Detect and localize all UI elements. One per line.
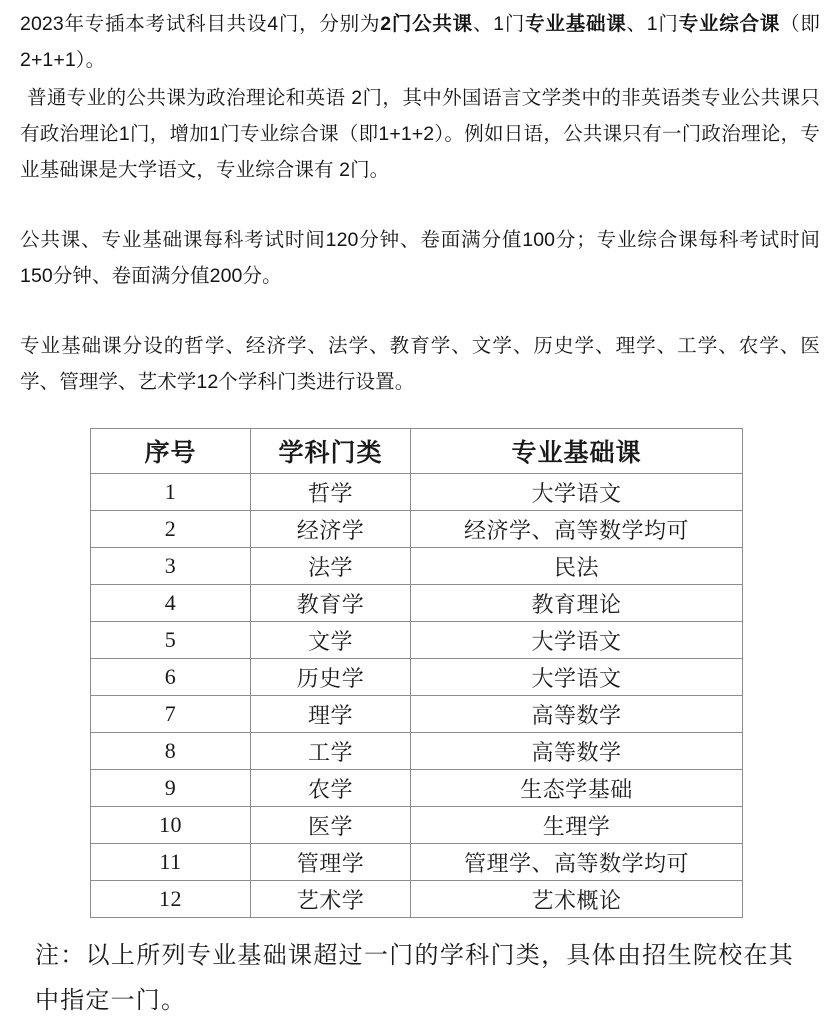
cell-course: 教育理论 [411,585,743,622]
emphasis-run: 专业综合课 [678,13,781,35]
cell-category: 法学 [251,548,411,585]
cell-course: 生理学 [411,807,743,844]
cell-no: 5 [91,622,251,659]
cell-category: 历史学 [251,659,411,696]
table-row [91,622,743,659]
text-run: （即2+1+1）。 [20,13,820,71]
cell-no: 2 [91,511,251,548]
cell-category: 艺术学 [251,881,411,918]
subjects-table-container [0,428,834,918]
emphasis-run: 专业基础课 [525,13,627,35]
text-run: 、1门 [626,13,679,35]
table-row [91,585,743,622]
paragraph-exam-subjects [20,6,820,78]
table-row [91,696,743,733]
table-body [91,474,743,918]
table-row [91,770,743,807]
text-run: 专业基础课分设的哲学、经济学、法学、教育学、文学、历史学、理学、工学、农学、医学、管理学、艺术学12个学科门类进行设置。 [20,335,820,393]
cell-no: 9 [91,770,251,807]
cell-category: 经济学 [251,511,411,548]
cell-course: 高等数学 [411,733,743,770]
table-row [91,881,743,918]
text-run: 普通专业的公共课为政治理论和英语 2门，其中外国语言文学类中的非英语类专业公共课只有政治理论1门，增加1门专业综合课（即1+1+2）。例如日语，公共课只有一门政治理论，专业基础课是大学语文，专业综合课有 2门。 [20,87,820,181]
emphasis-run: 2门公共课 [380,13,473,35]
paragraph-exam-duration [20,222,820,294]
cell-category: 理学 [251,696,411,733]
table-row [91,548,743,585]
table-row [91,807,743,844]
table-row [91,844,743,881]
column-header-no: 序号 [91,429,251,474]
cell-course: 大学语文 [411,474,743,511]
cell-category: 管理学 [251,844,411,881]
table-row [91,474,743,511]
cell-category: 文学 [251,622,411,659]
paragraph-discipline-categories [20,328,820,400]
cell-category: 医学 [251,807,411,844]
cell-course: 经济学、高等数学均可 [411,511,743,548]
table-note: 注：以上所列专业基础课超过一门的学科门类，具体由招生院校在其中指定一门。 [35,943,794,1014]
cell-course: 生态学基础 [411,770,743,807]
text-run: 公共课、专业基础课每科考试时间120分钟、卷面满分值100分；专业综合课每科考试时间150分钟、卷面满分值200分。 [20,229,820,287]
cell-course: 高等数学 [411,696,743,733]
cell-no: 1 [91,474,251,511]
text-run: 2023年专插本考试科目共设4门，分别为 [20,13,381,35]
table-row [91,511,743,548]
cell-no: 3 [91,548,251,585]
text-run: 、1门 [472,13,526,35]
table-row [91,733,743,770]
table-header-row [91,429,743,474]
column-header-course: 专业基础课 [411,429,743,474]
cell-category: 哲学 [251,474,411,511]
subjects-table [90,428,743,918]
cell-no: 6 [91,659,251,696]
cell-no: 10 [91,807,251,844]
cell-no: 12 [91,881,251,918]
cell-category: 工学 [251,733,411,770]
cell-no: 7 [91,696,251,733]
cell-category: 教育学 [251,585,411,622]
cell-course: 管理学、高等数学均可 [411,844,743,881]
cell-course: 民法 [411,548,743,585]
column-header-category: 学科门类 [251,429,411,474]
cell-no: 8 [91,733,251,770]
cell-course: 大学语文 [411,659,743,696]
table-row [91,659,743,696]
cell-no: 11 [91,844,251,881]
cell-no: 4 [91,585,251,622]
paragraph-public-courses [20,80,820,188]
cell-category: 农学 [251,770,411,807]
cell-course: 大学语文 [411,622,743,659]
article-body [0,0,834,400]
cell-course: 艺术概论 [411,881,743,918]
table-header [91,429,743,474]
